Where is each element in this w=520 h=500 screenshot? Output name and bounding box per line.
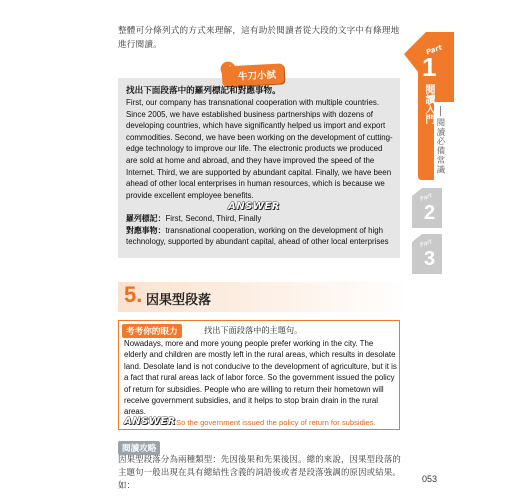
part-2-tab[interactable] [412,188,442,232]
answer-label-markers: 羅列標記： [126,214,166,223]
section-number: 5. [124,282,143,307]
test-badge: 考考你的眼力 [122,324,182,338]
part-1-title: 閱讀入門 [423,84,434,124]
guide-tag: 閱讀攻略 [118,441,160,455]
answer-value-markers: First, Second, Third, Finally [165,214,262,223]
answer-value-items: transnational cooperation, working on the development of high technology, supported by abundant capital, ahead of other local enterprises [126,225,389,247]
part-1-divider [440,106,441,116]
section-title: 因果型段落 [146,293,212,308]
practice-title: 找出下面段落中的羅列標記和對應事物。 [126,86,281,96]
test-answer-text: So the government issued the policy of return for subsidies. [176,418,376,427]
intro-paragraph: 整體可分條列式的方式來理解，這有助於閱讀者從大段的文字中有條理地進行閱讀。 [118,26,400,50]
part-1-subtitle: 閱讀必備常識 [436,118,446,175]
answer-line-markers [126,213,398,225]
test-answer-heading: ANSWER [124,416,176,427]
answer-label-items: 對應事物： [126,225,166,235]
answer-line-items [126,225,398,248]
part-2-label: Part [419,192,433,203]
part-3-label: Part [419,238,433,249]
answer-heading: ANSWER [228,201,280,212]
practice-badge [222,64,284,85]
part-1-label: Part [425,43,444,57]
practice-answer [126,213,398,248]
part-1-number: 1 [422,52,437,82]
part-2-number: 2 [424,202,436,224]
part-3-number: 3 [424,248,436,270]
test-paragraph: Nowadays, more and more young people prefer working in the city. The elderly and children are mostly left in the rural areas, which results in desolate land. Desolate land is not conducive to the development of agriculture, but it is a fact that rural areas lack of labor force. So the government issued the policy of return for subsidies. People who are willing to return their hometown will receive government subsidies, and it helps to stop brain drain in the rural areas. [124,339,397,417]
page-number: 053 [422,474,438,484]
part-3-tab[interactable] [412,234,442,278]
practice-paragraph: First, our company has transnational cooperation with multiple countries. Since 2005, we have established business partnerships with dozens of developing countries, which have significantly helped us import and export commodities. Second, we have been working on the development of cutting-edge technology to improve our life. The electronic products we produced are sold at home and abroad, and they have improved the speed of the Internet. Third, we are supported by abundant capital. Finally, we have been ahead of other local enterprises in human resources, which is because we provide excellent employee benefits. [126,98,393,200]
guide-text: 因果型段落分為兩種類型：先因後果和先果後因。總的來說，因果型段落的主題句一般出現在具有總結性含義的詞語後或者是段落強調的原因或結果。如： [118,454,401,490]
practice-badge-label: 牛刀小試 [222,63,285,86]
test-question: 找出下面段落中的主題句。 [204,325,303,335]
